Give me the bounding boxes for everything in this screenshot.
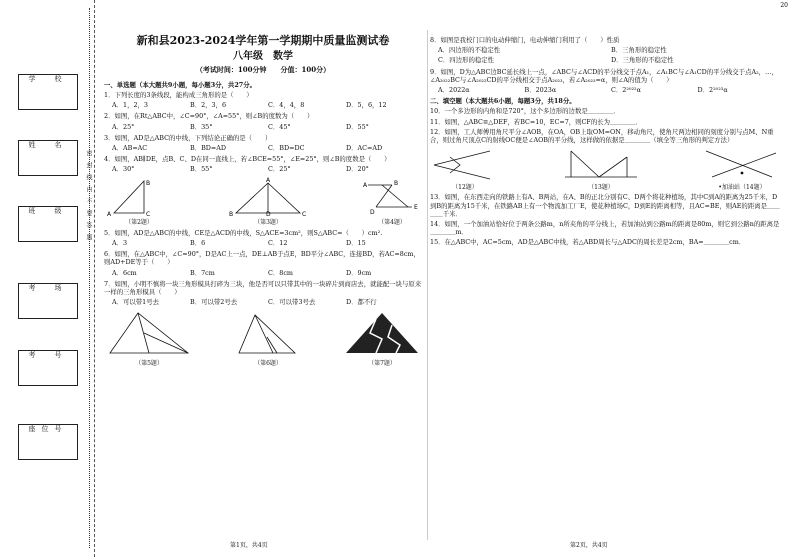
svg-text:A: A <box>266 176 271 184</box>
page-footer-right: 第2页，共4页 <box>570 542 608 549</box>
option: A．6cm <box>112 268 137 277</box>
question-1: 1．下列长度的3条线段，能构成三角形的是（ ） <box>104 91 253 100</box>
option: A．2022α <box>438 85 470 94</box>
angle-bisector-diagram <box>233 309 303 357</box>
corner-mark: 20 <box>780 2 788 9</box>
seal-notice: 密 封 线 内 不 要 答 题 <box>85 150 92 240</box>
option: C．可以带3号去 <box>268 298 316 307</box>
field-seat-number: 座位号 <box>18 424 78 460</box>
field-name: 姓 名 <box>18 140 78 176</box>
option: D．AC=AD <box>346 143 383 152</box>
exam-meta: （考试时间：100分钟 分值：100分） <box>195 64 331 74</box>
figure-q2: A B C （第2题） <box>104 177 174 227</box>
option: A．四边形的不稳定性 <box>438 46 501 55</box>
section-single-choice: 一、单选题（本大题共9小题，每小题3分，共27分。 <box>104 80 256 89</box>
field-class: 班 级 <box>18 206 78 242</box>
option: D．55° <box>346 122 369 131</box>
q5-options <box>112 239 422 247</box>
right-triangle-diagram <box>104 177 174 217</box>
crossing-roads-diagram <box>702 147 782 181</box>
question-14: 14．如图，一个加油站恰好位于两条公路m，n所夹角的平分线上，若加油站到公路m的距离是80m，则它到公路n的距离是＿＿＿＿m． <box>430 219 780 237</box>
question-12: 12．如图，工人师傅用角尺平分∠AOB，在OA，OB上取OM=ON，移动角尺，使角尺两边相同的刻度分别与点M、N重合，则过角尺顶点C的射线OC便是∠AOB的平分线，这样做的依据是＿＿＿＿（填全等三角形的判定方法） <box>430 127 774 144</box>
svg-text:C: C <box>302 210 307 217</box>
left-column <box>104 34 422 370</box>
question-6: 6．如图，在△ABC中，∠C=90°，D是AC上一点，DE⊥AB于点E，BD平分∠ABC，连接BD，若AC=8cm，则AD+DE等于（ ） <box>104 250 420 267</box>
svg-text:A: A <box>363 181 368 189</box>
option: A．可以带1号去 <box>112 298 160 307</box>
section-fill-blank: 二、填空题（本大题共6小题，每题3分，共18分。 <box>430 97 576 106</box>
option: B．6 <box>190 239 206 248</box>
option: C．BD=DC <box>268 143 305 152</box>
svg-text:D: D <box>266 210 271 217</box>
figure-q6: （第6题） <box>233 309 303 367</box>
option: B．BD=AD <box>190 143 227 152</box>
field-exam-room: 考 场 <box>18 283 78 319</box>
q1-options <box>112 101 422 109</box>
figure-q7: （第7题） <box>342 309 422 367</box>
option: C．8cm <box>268 268 293 277</box>
q9-options <box>438 86 782 94</box>
right-column <box>430 34 782 249</box>
option: D．5，6，12 <box>346 101 387 110</box>
field-school: 学 校 <box>18 74 78 110</box>
option: B．7cm <box>190 268 215 277</box>
figure-q12: （12题） <box>430 147 500 191</box>
page-divider <box>427 30 428 540</box>
option: A．25° <box>112 122 135 131</box>
q3-options <box>112 144 422 152</box>
question-13: 13．如图，在东西走向的铁路上有A、B两站，在A、B的正北分别有C、D两个将花种植场，其中C到A的距离为25千米，D到B的距离为15千米，在铁路AB上有一个物流加工厂E，使花种植场C，D到E的距离相等，且AC=BE，则AE的距离是＿＿＿＿千米． <box>430 193 780 218</box>
question-4: 4．如图，AB∥DE，点B、C、D在同一直线上，若∠BCE=55°，∠E=25°，则∠B的度数是（ ） <box>104 155 391 164</box>
option: D．2²⁰²³α <box>697 85 728 94</box>
figures-2-4 <box>104 177 422 227</box>
option: D．9cm <box>346 268 372 277</box>
question-9: 9．如图，D为△ABC边BC延长线上一点，∠ABC与∠ACD的平分线交于点A₁，∠A₁BC与∠A₁CD的平分线交于点A₂，…，∠A₂₀₂₂BC与∠A₂₀₂₂CD的平分线相交于点A₂₀₂₃，若∠A₂₀₂₃=α，则∠A的值为（ ） <box>430 67 778 84</box>
option: A．30° <box>112 165 135 174</box>
option: B．三角形的稳定性 <box>611 46 667 55</box>
option: B．可以带2号去 <box>190 298 238 307</box>
railway-stations-diagram <box>561 147 641 181</box>
svg-text:C: C <box>146 210 151 217</box>
svg-text:B: B <box>394 179 399 187</box>
question-15: 15．在△ABC中，AC=5cm，AD是△ABC中线，若△ABD周长与△ADC的周长差是2cm，BA=＿＿＿＿cm． <box>430 238 746 247</box>
option: C．25° <box>268 165 291 174</box>
figures-12-14 <box>430 147 782 191</box>
question-5: 5．如图，AD是△ABC的中线，CE是△ACD的中线，S△ACE=3cm²，则S△ABC=（ ）cm². <box>104 228 383 237</box>
grade-subject: 八年级 数学 <box>233 51 293 63</box>
option: D．20° <box>346 165 369 174</box>
q2-options <box>112 123 422 131</box>
question-8: 8．如图是我校门口的电动伸缩门，电动伸缩门利用了（ ）性质 <box>430 36 620 44</box>
q6-options <box>112 269 422 277</box>
q7-options <box>112 298 422 306</box>
option: B．55° <box>190 165 213 174</box>
option: A．AB=AC <box>112 143 148 152</box>
question-3: 3．如图，AD是△ABC的中线，下列结论正确的是（ ） <box>104 133 272 142</box>
field-exam-number: 考 号 <box>18 350 78 386</box>
option: B．2，3，6 <box>190 101 227 110</box>
svg-text:D: D <box>370 208 375 216</box>
option: A．3 <box>112 239 128 248</box>
option: C．12 <box>268 239 288 248</box>
option: B．2023α <box>524 85 557 94</box>
option: D．都不行 <box>346 298 377 307</box>
page-footer-left: 第1页，共4页 <box>230 542 268 549</box>
svg-text:E: E <box>414 203 418 211</box>
option: C．45° <box>268 122 291 131</box>
question-2: 2．如图，在Rt△ABC中，∠C=90°，∠A=55°，则∠B的度数为（ ） <box>104 112 314 121</box>
option: D．15 <box>346 239 366 248</box>
q8-options <box>438 46 782 64</box>
option: C．4，4，8 <box>268 101 305 110</box>
option: C．2²⁰²²α <box>611 85 641 94</box>
option: B．35° <box>190 122 213 131</box>
broken-triangle-mold-image <box>342 309 422 357</box>
figure-q3: B A C D （第3题） <box>229 176 307 227</box>
svg-text:A: A <box>107 210 112 217</box>
question-11: 11．如图，△ABC≌△DEF，若BC=10，EC=7，则CF的长为＿＿＿＿． <box>430 117 642 126</box>
svg-text:B: B <box>146 179 151 187</box>
svg-text:B: B <box>229 210 234 217</box>
question-10: 10．一个多边形的内角和是720°，这个多边形的边数是＿＿＿＿． <box>430 107 620 116</box>
figures-5-7 <box>104 309 422 367</box>
option: C．四边形的稳定性 <box>438 56 495 65</box>
figure-q13: （13题） <box>561 147 641 191</box>
exam-title: 新和县2023-2024学年第一学期期中质量监测试卷 <box>136 34 390 47</box>
figure-q14: •加油站（14题） <box>702 147 782 191</box>
median-triangle-diagram <box>228 177 308 217</box>
seal-line <box>89 8 91 548</box>
option: D．三角形的不稳定性 <box>611 56 674 65</box>
question-7: 7．如图，小明不慎将一块三角形模具打碎为三块，他是否可以只带其中的一块碎片到商店去，就能配一块与原来一样的三角形模具（ ） <box>104 279 422 296</box>
triangle-medians-diagram <box>104 309 194 357</box>
option: A．1，2，3 <box>112 101 148 110</box>
parallel-lines-diagram <box>362 177 422 217</box>
figure-q4: A B D E （第4题） <box>362 177 422 227</box>
angle-ruler-diagram <box>430 147 500 181</box>
q4-options <box>112 165 422 173</box>
figure-q5: （第5题） <box>104 309 194 367</box>
